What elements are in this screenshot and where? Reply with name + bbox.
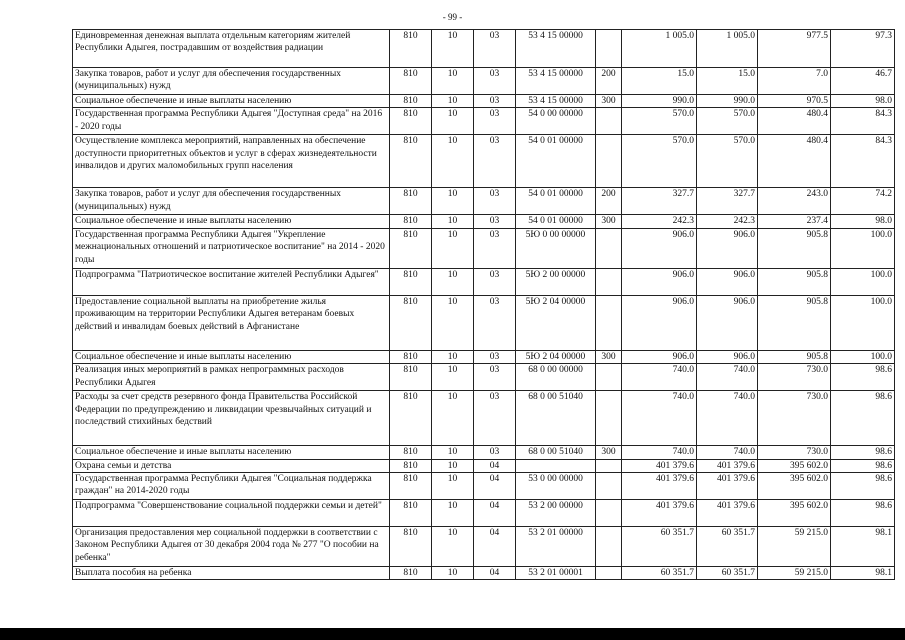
section-code: 10 — [432, 135, 474, 188]
executed-amount: 905.8 — [758, 228, 831, 268]
ministry-code: 810 — [390, 567, 432, 580]
execution-percent: 100.0 — [831, 295, 895, 350]
refined-amount: 401 379.6 — [697, 459, 758, 472]
target-article: 5Ю 2 00 00000 — [516, 268, 596, 295]
row-name: Государственная программа Республики Адыгея "Социальная поддержка граждан" на 2014-2020 годы — [73, 473, 390, 500]
section-code: 10 — [432, 95, 474, 108]
execution-percent: 74.2 — [831, 188, 895, 215]
table-row — [73, 364, 895, 391]
section-code: 10 — [432, 108, 474, 135]
execution-percent: 98.6 — [831, 364, 895, 391]
approved-amount: 60 351.7 — [622, 567, 697, 580]
table-row — [73, 30, 895, 68]
approved-amount: 570.0 — [622, 135, 697, 188]
target-article: 5Ю 0 00 00000 — [516, 228, 596, 268]
expense-type: 200 — [596, 68, 622, 95]
execution-percent: 100.0 — [831, 350, 895, 363]
expense-type — [596, 364, 622, 391]
approved-amount: 906.0 — [622, 268, 697, 295]
executed-amount: 480.4 — [758, 108, 831, 135]
execution-percent: 98.0 — [831, 215, 895, 228]
executed-amount: 977.5 — [758, 30, 831, 68]
subsection-code: 03 — [474, 295, 516, 350]
ministry-code: 810 — [390, 30, 432, 68]
approved-amount: 570.0 — [622, 108, 697, 135]
row-name: Социальное обеспечение и иные выплаты населению — [73, 446, 390, 459]
refined-amount: 60 351.7 — [697, 527, 758, 567]
executed-amount: 243.0 — [758, 188, 831, 215]
refined-amount: 906.0 — [697, 295, 758, 350]
subsection-code: 03 — [474, 364, 516, 391]
table-row — [73, 215, 895, 228]
target-article: 68 0 00 51040 — [516, 391, 596, 446]
execution-percent: 84.3 — [831, 135, 895, 188]
table-row — [73, 268, 895, 295]
target-article: 5Ю 2 04 00000 — [516, 350, 596, 363]
table-row — [73, 391, 895, 446]
ministry-code: 810 — [390, 108, 432, 135]
approved-amount: 401 379.6 — [622, 500, 697, 527]
expense-type — [596, 459, 622, 472]
executed-amount: 730.0 — [758, 391, 831, 446]
refined-amount: 740.0 — [697, 391, 758, 446]
table-row — [73, 473, 895, 500]
approved-amount: 15.0 — [622, 68, 697, 95]
target-article: 5Ю 2 04 00000 — [516, 295, 596, 350]
execution-percent: 98.1 — [831, 527, 895, 567]
table-row — [73, 500, 895, 527]
refined-amount: 401 379.6 — [697, 500, 758, 527]
executed-amount: 237.4 — [758, 215, 831, 228]
executed-amount: 395 602.0 — [758, 459, 831, 472]
approved-amount: 990.0 — [622, 95, 697, 108]
execution-percent: 98.0 — [831, 95, 895, 108]
table-row — [73, 350, 895, 363]
table-row — [73, 95, 895, 108]
section-code: 10 — [432, 68, 474, 95]
table-row — [73, 228, 895, 268]
table-row — [73, 188, 895, 215]
subsection-code: 03 — [474, 391, 516, 446]
expense-type — [596, 228, 622, 268]
refined-amount: 906.0 — [697, 350, 758, 363]
ministry-code: 810 — [390, 364, 432, 391]
subsection-code: 03 — [474, 446, 516, 459]
target-article: 53 0 00 00000 — [516, 473, 596, 500]
ministry-code: 810 — [390, 228, 432, 268]
section-code: 10 — [432, 527, 474, 567]
refined-amount: 740.0 — [697, 364, 758, 391]
row-name: Социальное обеспечение и иные выплаты населению — [73, 95, 390, 108]
executed-amount: 905.8 — [758, 295, 831, 350]
expense-type: 200 — [596, 188, 622, 215]
row-name: Закупка товаров, работ и услуг для обеспечения государственных (муниципальных) нужд — [73, 188, 390, 215]
executed-amount: 480.4 — [758, 135, 831, 188]
subsection-code: 03 — [474, 108, 516, 135]
section-code: 10 — [432, 500, 474, 527]
page-number: - 99 - — [442, 12, 463, 22]
executed-amount: 970.5 — [758, 95, 831, 108]
target-article: 53 2 01 00001 — [516, 567, 596, 580]
expense-type — [596, 135, 622, 188]
refined-amount: 906.0 — [697, 268, 758, 295]
expense-type: 300 — [596, 95, 622, 108]
executed-amount: 730.0 — [758, 364, 831, 391]
target-article: 54 0 01 00000 — [516, 135, 596, 188]
table-row — [73, 446, 895, 459]
refined-amount: 570.0 — [697, 135, 758, 188]
ministry-code: 810 — [390, 95, 432, 108]
row-name: Выплата пособия на ребенка — [73, 567, 390, 580]
refined-amount: 242.3 — [697, 215, 758, 228]
subsection-code: 04 — [474, 527, 516, 567]
ministry-code: 810 — [390, 527, 432, 567]
row-name: Охрана семьи и детства — [73, 459, 390, 472]
section-code: 10 — [432, 391, 474, 446]
target-article: 53 2 00 00000 — [516, 500, 596, 527]
refined-amount: 327.7 — [697, 188, 758, 215]
subsection-code: 03 — [474, 68, 516, 95]
row-name: Государственная программа Республики Адыгея "Укрепление межнациональных отношений и патриотическое воспитание" на 2014 - 2020 годы — [73, 228, 390, 268]
ministry-code: 810 — [390, 473, 432, 500]
refined-amount: 990.0 — [697, 95, 758, 108]
subsection-code: 04 — [474, 567, 516, 580]
approved-amount: 327.7 — [622, 188, 697, 215]
approved-amount: 740.0 — [622, 446, 697, 459]
refined-amount: 401 379.6 — [697, 473, 758, 500]
section-code: 10 — [432, 30, 474, 68]
target-article: 68 0 00 00000 — [516, 364, 596, 391]
approved-amount: 740.0 — [622, 391, 697, 446]
row-name: Социальное обеспечение и иные выплаты населению — [73, 350, 390, 363]
approved-amount: 60 351.7 — [622, 527, 697, 567]
subsection-code: 04 — [474, 459, 516, 472]
section-code: 10 — [432, 228, 474, 268]
target-article: 68 0 00 51040 — [516, 446, 596, 459]
section-code: 10 — [432, 268, 474, 295]
target-article: 53 4 15 00000 — [516, 95, 596, 108]
target-article: 54 0 00 00000 — [516, 108, 596, 135]
execution-percent: 98.6 — [831, 446, 895, 459]
ministry-code: 810 — [390, 68, 432, 95]
section-code: 10 — [432, 350, 474, 363]
executed-amount: 395 602.0 — [758, 500, 831, 527]
ministry-code: 810 — [390, 350, 432, 363]
table-row — [73, 108, 895, 135]
row-name: Реализация иных мероприятий в рамках непрограммных расходов Республики Адыгея — [73, 364, 390, 391]
page-bottom-edge — [0, 628, 905, 640]
expense-type — [596, 500, 622, 527]
ministry-code: 810 — [390, 268, 432, 295]
approved-amount: 1 005.0 — [622, 30, 697, 68]
subsection-code: 04 — [474, 473, 516, 500]
row-name: Предоставление социальной выплаты на приобретение жилья проживающим на территории Республики Адыгея ветеранам боевых действий и инвалидам боевых действий в Афганистане — [73, 295, 390, 350]
execution-percent: 98.6 — [831, 391, 895, 446]
executed-amount: 59 215.0 — [758, 527, 831, 567]
expense-type — [596, 30, 622, 68]
expense-type — [596, 527, 622, 567]
section-code: 10 — [432, 215, 474, 228]
approved-amount: 242.3 — [622, 215, 697, 228]
section-code: 10 — [432, 567, 474, 580]
row-name: Подпрограмма "Совершенствование социальной поддержки семьи и детей" — [73, 500, 390, 527]
refined-amount: 906.0 — [697, 228, 758, 268]
subsection-code: 03 — [474, 95, 516, 108]
refined-amount: 15.0 — [697, 68, 758, 95]
ministry-code: 810 — [390, 188, 432, 215]
ministry-code: 810 — [390, 295, 432, 350]
expense-type — [596, 268, 622, 295]
target-article: 53 4 15 00000 — [516, 30, 596, 68]
expense-type: 300 — [596, 446, 622, 459]
row-name: Единовременная денежная выплата отдельным категориям жителей Республики Адыгея, пострадавшим от воздействия радиации — [73, 30, 390, 68]
table-row — [73, 68, 895, 95]
target-article: 54 0 01 00000 — [516, 188, 596, 215]
executed-amount: 7.0 — [758, 68, 831, 95]
section-code: 10 — [432, 364, 474, 391]
row-name: Закупка товаров, работ и услуг для обеспечения государственных (муниципальных) нужд — [73, 68, 390, 95]
execution-percent: 100.0 — [831, 268, 895, 295]
expense-type: 300 — [596, 350, 622, 363]
expense-type — [596, 295, 622, 350]
execution-percent: 97.3 — [831, 30, 895, 68]
refined-amount: 60 351.7 — [697, 567, 758, 580]
section-code: 10 — [432, 446, 474, 459]
subsection-code: 04 — [474, 500, 516, 527]
section-code: 10 — [432, 295, 474, 350]
target-article: 53 4 15 00000 — [516, 68, 596, 95]
execution-percent: 98.1 — [831, 567, 895, 580]
ministry-code: 810 — [390, 459, 432, 472]
expense-type — [596, 567, 622, 580]
subsection-code: 03 — [474, 228, 516, 268]
subsection-code: 03 — [474, 135, 516, 188]
row-name: Социальное обеспечение и иные выплаты населению — [73, 215, 390, 228]
target-article: 54 0 01 00000 — [516, 215, 596, 228]
row-name: Подпрограмма "Патриотическое воспитание жителей Республики Адыгея" — [73, 268, 390, 295]
executed-amount: 905.8 — [758, 350, 831, 363]
subsection-code: 03 — [474, 30, 516, 68]
refined-amount: 1 005.0 — [697, 30, 758, 68]
section-code: 10 — [432, 473, 474, 500]
ministry-code: 810 — [390, 215, 432, 228]
row-name: Осуществление комплекса мероприятий, направленных на обеспечение доступности приоритетных объектов и услуг в сферах жизнедеятельности инвалидов и других маломобильных групп населения — [73, 135, 390, 188]
section-code: 10 — [432, 188, 474, 215]
table-row — [73, 135, 895, 188]
section-code: 10 — [432, 459, 474, 472]
target-article — [516, 459, 596, 472]
table-row — [73, 459, 895, 472]
table-row — [73, 567, 895, 580]
budget-table — [72, 29, 895, 580]
approved-amount: 740.0 — [622, 364, 697, 391]
execution-percent: 100.0 — [831, 228, 895, 268]
subsection-code: 03 — [474, 188, 516, 215]
execution-percent: 98.6 — [831, 459, 895, 472]
executed-amount: 395 602.0 — [758, 473, 831, 500]
expense-type — [596, 473, 622, 500]
row-name: Государственная программа Республики Адыгея "Доступная среда" на 2016 - 2020 годы — [73, 108, 390, 135]
expense-type: 300 — [596, 215, 622, 228]
expense-type — [596, 108, 622, 135]
expense-type — [596, 391, 622, 446]
ministry-code: 810 — [390, 446, 432, 459]
table-row — [73, 295, 895, 350]
executed-amount: 730.0 — [758, 446, 831, 459]
ministry-code: 810 — [390, 135, 432, 188]
approved-amount: 401 379.6 — [622, 473, 697, 500]
refined-amount: 570.0 — [697, 108, 758, 135]
row-name: Организация предоставления мер социальной поддержки в соответствии с Законом Республики Адыгея от 30 декабря 2004 года № 277 "О пособии на ребенка" — [73, 527, 390, 567]
refined-amount: 740.0 — [697, 446, 758, 459]
executed-amount: 905.8 — [758, 268, 831, 295]
approved-amount: 401 379.6 — [622, 459, 697, 472]
executed-amount: 59 215.0 — [758, 567, 831, 580]
execution-percent: 84.3 — [831, 108, 895, 135]
execution-percent: 98.6 — [831, 500, 895, 527]
ministry-code: 810 — [390, 500, 432, 527]
approved-amount: 906.0 — [622, 295, 697, 350]
approved-amount: 906.0 — [622, 228, 697, 268]
approved-amount: 906.0 — [622, 350, 697, 363]
execution-percent: 46.7 — [831, 68, 895, 95]
subsection-code: 03 — [474, 215, 516, 228]
subsection-code: 03 — [474, 268, 516, 295]
execution-percent: 98.6 — [831, 473, 895, 500]
subsection-code: 03 — [474, 350, 516, 363]
target-article: 53 2 01 00000 — [516, 527, 596, 567]
table-row — [73, 527, 895, 567]
ministry-code: 810 — [390, 391, 432, 446]
row-name: Расходы за счет средств резервного фонда Правительства Российской Федерации по предупреждению и ликвидации чрезвычайных ситуаций и последствий стихийных бедствий — [73, 391, 390, 446]
